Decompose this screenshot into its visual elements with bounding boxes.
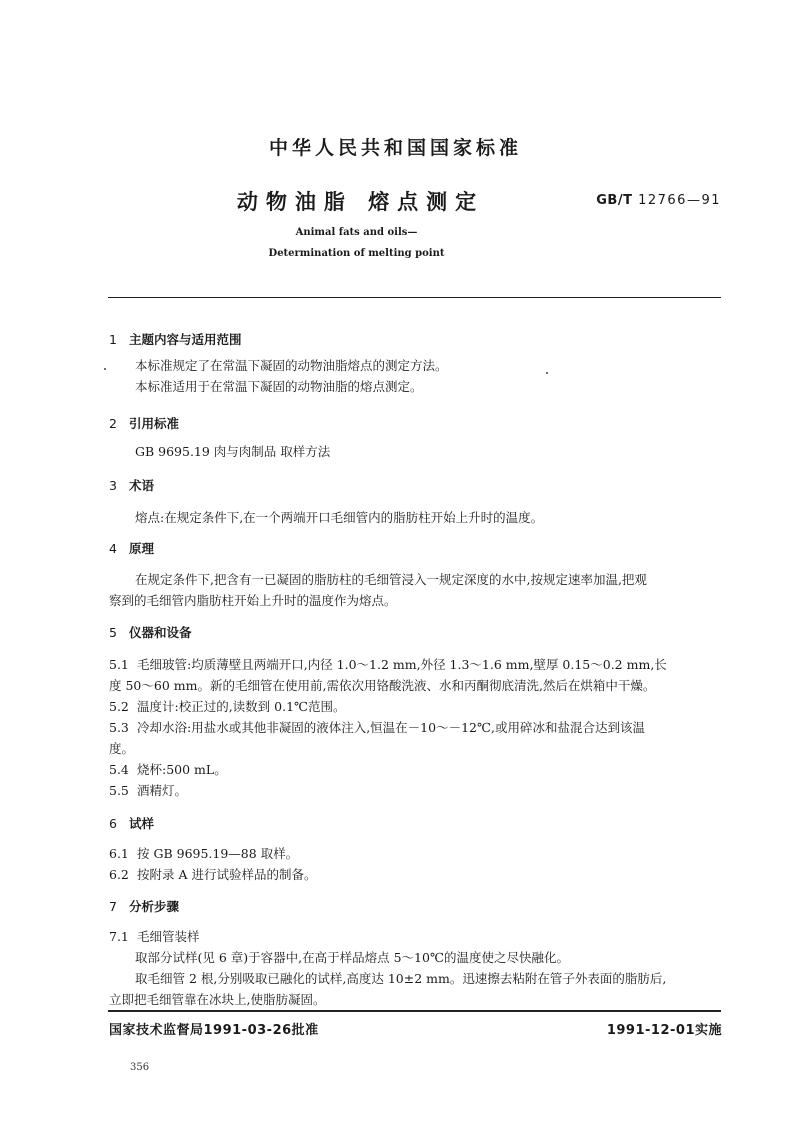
clause-5-3-line-2: 度。 xyxy=(109,741,135,756)
clause-5-1-line-2: 度 50～60 mm。新的毛细管在使用前,需依次用铬酸洗液、水和丙酮彻底清洗,然后在烘箱中干燥。 xyxy=(109,678,656,693)
section-6-heading xyxy=(109,814,154,832)
section-number: 2 xyxy=(109,416,117,431)
standard-code-number: 12766—91 xyxy=(638,193,721,208)
standard-code-prefix: GB/T xyxy=(596,193,633,208)
clause-text: 温度计:校正过的,读数到 0.1℃范围。 xyxy=(137,699,346,714)
section-title: 引用标准 xyxy=(129,416,180,431)
clause-7-1-paragraph-2-line-1: 取毛细管 2 根,分别吸取已融化的试样,高度达 10±2 mm。迅速擦去粘附在管子外表面的脂肪后, xyxy=(135,971,667,986)
section-4-line-2: 察到的毛细管内脂肪柱开始上升时的温度作为熔点。 xyxy=(109,593,397,608)
english-title-line-2: Determination of melting point xyxy=(268,248,445,259)
section-4-line-1: 在规定条件下,把含有一已凝固的脂肪柱的毛细管浸入一规定深度的水中,按规定速率加温,把观 xyxy=(135,572,647,587)
clause-number: 5.5 xyxy=(109,783,129,798)
section-number: 1 xyxy=(109,332,117,347)
standard-type-heading: 中华人民共和国国家标准 xyxy=(268,137,522,159)
section-number: 7 xyxy=(109,899,117,914)
section-5-heading xyxy=(109,623,192,641)
clause-6-1 xyxy=(109,843,298,864)
clause-number: 5.2 xyxy=(109,699,129,714)
section-3-heading xyxy=(109,476,154,494)
clause-number: 5.3 xyxy=(109,720,129,735)
section-title: 术语 xyxy=(129,478,155,493)
clause-number: 6.1 xyxy=(109,846,129,861)
section-title: 原理 xyxy=(129,541,155,556)
section-1-paragraph-1: 本标准规定了在常温下凝固的动物油脂熔点的测定方法。 xyxy=(135,358,448,373)
implementation-date: 1991-12-01实施 xyxy=(606,1023,722,1038)
clause-7-1-paragraph-2-line-2: 立即把毛细管靠在冰块上,使脂肪凝固。 xyxy=(109,992,326,1007)
clause-number: 6.2 xyxy=(109,867,129,882)
clause-number: 5.1 xyxy=(109,657,129,672)
clause-5-3-line-1 xyxy=(109,717,645,738)
section-number: 5 xyxy=(109,625,117,640)
section-title: 主题内容与适用范围 xyxy=(129,332,242,347)
clause-text: 按 GB 9695.19—88 取样。 xyxy=(137,846,299,861)
header-divider xyxy=(108,297,721,298)
section-title: 分析步骤 xyxy=(129,899,180,914)
page-number: 356 xyxy=(130,1062,150,1073)
clause-text: 酒精灯。 xyxy=(137,783,188,798)
section-title: 试样 xyxy=(129,816,155,831)
scan-speck xyxy=(104,368,106,370)
section-4-heading xyxy=(109,539,154,557)
clause-7-1-title xyxy=(109,926,200,947)
section-number: 4 xyxy=(109,541,117,556)
english-title-line-1: Animal fats and oils— xyxy=(295,227,418,238)
clause-5-4 xyxy=(109,759,227,780)
section-1-paragraph-2: 本标准适用于在常温下凝固的动物油脂的熔点测定。 xyxy=(135,379,423,394)
clause-5-1-line-1 xyxy=(109,654,667,675)
clause-5-5 xyxy=(109,780,187,801)
clause-number: 5.4 xyxy=(109,762,129,777)
scan-speck xyxy=(546,372,548,374)
section-1-heading xyxy=(109,330,242,348)
section-7-heading xyxy=(109,897,179,915)
approval-note: 国家技术监督局1991-03-26批准 xyxy=(109,1023,319,1038)
clause-text: 按附录 A 进行试验样品的制备。 xyxy=(137,867,317,882)
clause-text: 烧杯:500 mL。 xyxy=(137,762,227,777)
document-title: 动物油脂 熔点测定 xyxy=(236,190,485,214)
clause-5-2 xyxy=(109,696,346,717)
section-number: 3 xyxy=(109,478,117,493)
clause-text: 冷却水浴:用盐水或其他非凝固的液体注入,恒温在－10～－12℃,或用碎冰和盐混合达到该温 xyxy=(137,720,645,735)
section-title: 仪器和设备 xyxy=(129,625,192,640)
standard-code xyxy=(596,193,721,208)
section-number: 6 xyxy=(109,816,117,831)
clause-text: 毛细管装样 xyxy=(137,929,200,944)
clause-7-1-paragraph-1: 取部分试样(见 6 章)于容器中,在高于样品熔点 5～10℃的温度使之尽快融化。 xyxy=(135,950,569,965)
section-3-definition: 熔点:在规定条件下,在一个两端开口毛细管内的脂肪柱开始上升时的温度。 xyxy=(135,510,544,525)
section-2-reference: GB 9695.19 肉与肉制品 取样方法 xyxy=(135,444,331,459)
footer-divider xyxy=(108,1010,721,1012)
section-2-heading xyxy=(109,414,179,432)
clause-text: 毛细玻管:均质薄壁且两端开口,内径 1.0～1.2 mm,外径 1.3～1.6 mm,壁厚 0.15～0.2 mm,长 xyxy=(137,657,667,672)
clause-number: 7.1 xyxy=(109,929,129,944)
clause-6-2 xyxy=(109,864,316,885)
